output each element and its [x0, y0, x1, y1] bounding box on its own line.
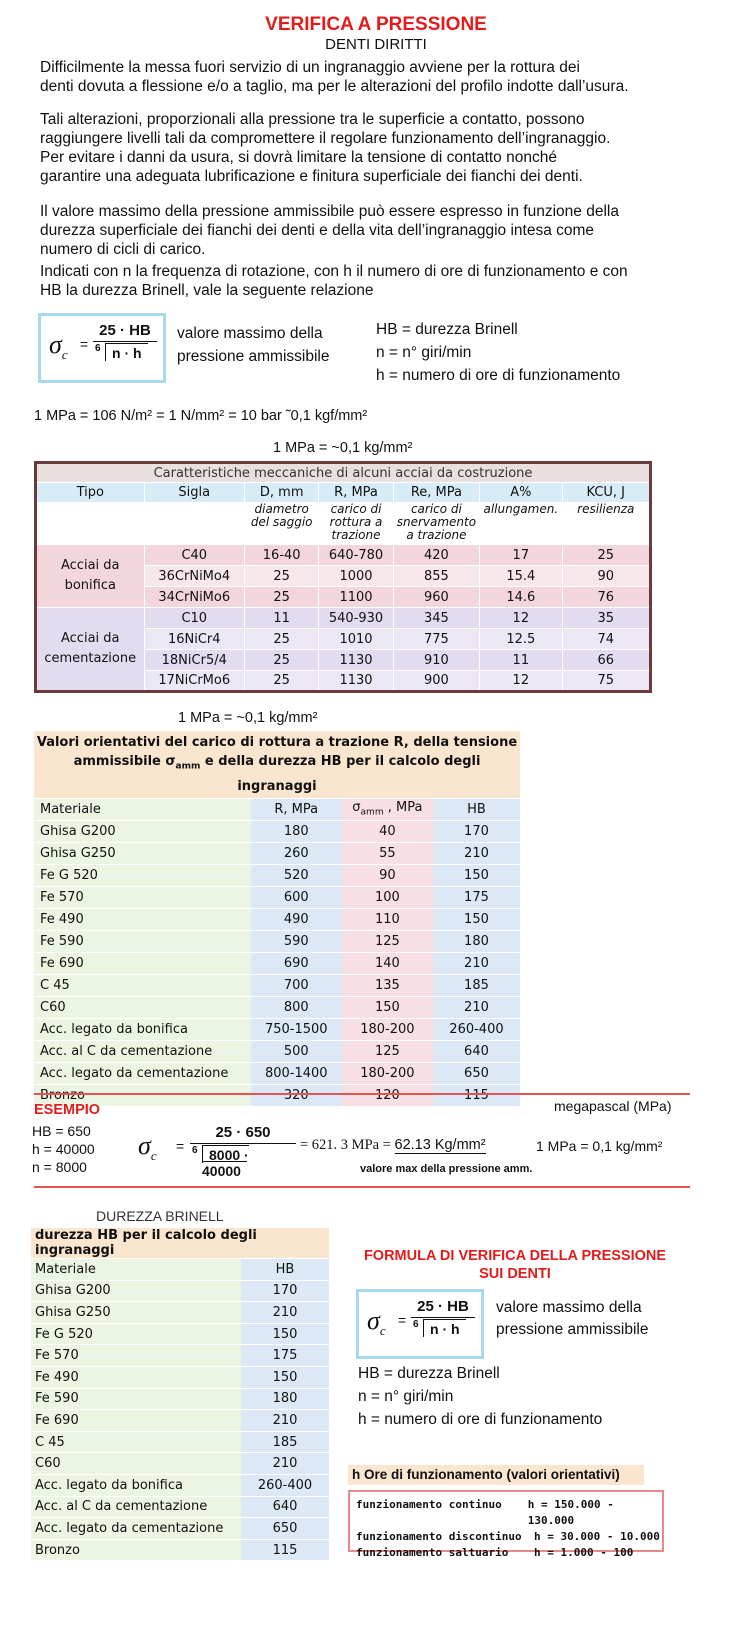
table-cell: 25: [562, 545, 650, 566]
table-cell: Ghisa G250: [31, 1302, 241, 1324]
page-subtitle: DENTI DIRITTI: [325, 36, 427, 53]
table-cell: 185: [433, 974, 520, 996]
verify-radicand: n · h: [423, 1319, 466, 1337]
table-cell: Fe 570: [31, 1345, 241, 1367]
formula-box: [38, 313, 166, 383]
example-n: n = 8000: [32, 1159, 87, 1175]
table-row: [31, 1302, 329, 1324]
group-label-cementazione: Acciai da cementazione: [36, 608, 145, 692]
table-cell: 16NiCr4: [144, 629, 244, 650]
table-cell: Ghisa G200: [31, 1280, 241, 1302]
table-cell: 420: [393, 545, 479, 566]
table-row: [31, 1539, 329, 1561]
table-row: [34, 1018, 520, 1040]
table-row: [34, 820, 520, 842]
table-row: [31, 1388, 329, 1410]
verify-description: valore massimo della pressione ammissibile: [496, 1299, 649, 1338]
verify-title: FORMULA DI VERIFICA DELLA PRESSIONE SUI DENTI: [363, 1248, 667, 1282]
table1-header: D, mm: [245, 483, 319, 503]
table-cell: 15.4: [480, 566, 562, 587]
example-result: = 621. 3 MPa = 62.13 Kg/mm²: [300, 1137, 486, 1153]
table2-header: R, MPa: [251, 798, 342, 820]
table-cell: 25: [245, 587, 319, 608]
verify-equals: =: [398, 1312, 407, 1328]
table-cell: 180-200: [342, 1018, 433, 1040]
table-cell: 210: [433, 996, 520, 1018]
hours-box: [348, 1490, 664, 1559]
brinell-header: Materiale: [31, 1259, 241, 1281]
formula-legend: [376, 318, 620, 387]
table1-subheader: carico di snervamento a trazione: [393, 503, 479, 545]
table-row: [36, 608, 651, 629]
table-row: [31, 1366, 329, 1388]
example-conversion: 1 MPa = 0,1 kg/mm²: [536, 1138, 663, 1154]
table-cell: 960: [393, 587, 479, 608]
table-cell: Ghisa G250: [34, 842, 251, 864]
hours-mode: funzionamento discontinuo: [356, 1530, 522, 1543]
table-cell: Acc. legato da bonifica: [34, 1018, 251, 1040]
list-item: [356, 1497, 662, 1529]
table-cell: 125: [342, 1040, 433, 1062]
table-cell: 180: [251, 820, 342, 842]
table-cell: 1130: [319, 671, 393, 692]
table-cell: Bronzo: [34, 1084, 251, 1106]
divider-bottom: [34, 1186, 690, 1188]
table-cell: 34CrNiMo6: [144, 587, 244, 608]
conversion-short-1: 1 MPa = ~0,1 kg/mm²: [273, 440, 413, 456]
hours-title: h Ore di funzionamento (valori orientativi): [348, 1465, 644, 1485]
table-cell: 180-200: [342, 1062, 433, 1084]
table-cell: 25: [245, 629, 319, 650]
table-cell: 690: [251, 952, 342, 974]
table-cell: 76: [562, 587, 650, 608]
table-row: [31, 1453, 329, 1475]
table-cell: 12: [480, 608, 562, 629]
table-cell: Fe 490: [31, 1366, 241, 1388]
table2-caption: Valori orientativi del carico di rottura a trazione R, della tensione ammissibile $\sigma_{amm}$ e della durezza HB per il calcolo degli ingranaggi: [34, 731, 520, 798]
brinell-header-row: [31, 1259, 329, 1281]
table-cell: 66: [562, 650, 650, 671]
table2-header: Materiale: [34, 798, 251, 820]
table-cell: 800: [251, 996, 342, 1018]
intro-paragraph-3: Il valore massimo della pressione ammissibile può essere espresso in funzione della durezza superficiale dei fianchi dei denti e della vita dell’ingranaggio intesa come numero di cicli di carico.: [40, 203, 619, 258]
table-cell: 11: [245, 608, 319, 629]
table-cell: 25: [245, 650, 319, 671]
brinell-heading: DUREZZA BRINELL: [96, 1208, 224, 1224]
example-caption: valore max della pressione amm.: [360, 1163, 533, 1175]
table1-caption: Caratteristiche meccaniche di alcuni acciai da costruzione: [36, 463, 651, 483]
table-cell: Acc. al C da cementazione: [34, 1040, 251, 1062]
table-row: [31, 1496, 329, 1518]
formula-radicand: n · h: [105, 343, 148, 361]
verify-legend-n: n = n° giri/min: [358, 1388, 454, 1405]
table-cell: 16-40: [245, 545, 319, 566]
table-cell: 125: [342, 930, 433, 952]
table-cell: Acc. legato da cementazione: [34, 1062, 251, 1084]
table-cell: 90: [342, 864, 433, 886]
conversion-line: 1 MPa = 106 N/m² = 1 N/mm² = 10 bar ˜0,1 kgf/mm²: [34, 408, 368, 424]
table-cell: 120: [342, 1084, 433, 1106]
brinell-header: HB: [241, 1259, 329, 1281]
example-equals: =: [176, 1138, 185, 1154]
formula-description: valore massimo della pressione ammissibile: [177, 325, 330, 365]
table-cell: 750-1500: [251, 1018, 342, 1040]
table-cell: 855: [393, 566, 479, 587]
table-cell: 260-400: [433, 1018, 520, 1040]
table-cell: Acc. legato da cementazione: [31, 1518, 241, 1540]
table-row: [34, 908, 520, 930]
table-cell: 90: [562, 566, 650, 587]
verify-fraction: [411, 1298, 475, 1337]
table-cell: 500: [251, 1040, 342, 1062]
table1-header: A%: [480, 483, 562, 503]
verify-sigma: $\sigma_c$: [367, 1306, 386, 1338]
table-cell: C10: [144, 608, 244, 629]
table-cell: 640-780: [319, 545, 393, 566]
list-item: [356, 1529, 662, 1545]
table-cell: Fe 590: [31, 1388, 241, 1410]
table-cell: 185: [241, 1431, 329, 1453]
table-cell: Fe G 520: [31, 1323, 241, 1345]
table-cell: 700: [251, 974, 342, 996]
example-radicand: 8000 · 40000: [202, 1147, 249, 1179]
table-cell: 775: [393, 629, 479, 650]
table-cell: 1100: [319, 587, 393, 608]
legend-h: h = numero di ore di funzionamento: [376, 367, 621, 384]
legend-hb: HB = durezza Brinell: [376, 321, 518, 338]
table1-subheader: carico di rottura a trazione: [319, 503, 393, 545]
table-row: [31, 1431, 329, 1453]
table-cell: 600: [251, 886, 342, 908]
example-result-kg: 62.13 Kg/mm²: [394, 1137, 486, 1153]
steel-properties-table: [34, 461, 652, 693]
table-cell: 170: [241, 1280, 329, 1302]
table-cell: 210: [241, 1410, 329, 1432]
table-cell: 25: [245, 671, 319, 692]
table-cell: 18NiCr5/4: [144, 650, 244, 671]
table1-header: Re, MPa: [393, 483, 479, 503]
formula-numerator: 25 · HB: [99, 322, 151, 339]
table-cell: 180: [241, 1388, 329, 1410]
table-row: [31, 1410, 329, 1432]
table-cell: 900: [393, 671, 479, 692]
table-row: [34, 996, 520, 1018]
table-cell: 210: [241, 1453, 329, 1475]
table-cell: 175: [241, 1345, 329, 1367]
table-cell: 650: [433, 1062, 520, 1084]
table-row: [34, 1040, 520, 1062]
table-cell: 150: [342, 996, 433, 1018]
table-cell: Fe 590: [34, 930, 251, 952]
table-cell: 520: [251, 864, 342, 886]
table-cell: 320: [251, 1084, 342, 1106]
hours-range: h = 1.000 - 100: [534, 1546, 634, 1559]
table-cell: 150: [433, 864, 520, 886]
table-cell: 650: [241, 1518, 329, 1540]
table-cell: Fe 570: [34, 886, 251, 908]
brinell-caption: durezza HB per il calcolo degli ingranaggi: [31, 1228, 329, 1259]
table-row: [34, 864, 520, 886]
hours-mode: funzionamento continuo: [356, 1498, 502, 1511]
table-row: [36, 545, 651, 566]
table-cell: 150: [241, 1366, 329, 1388]
table-cell: 17: [480, 545, 562, 566]
materials-table: [34, 731, 520, 1107]
table-cell: 100: [342, 886, 433, 908]
table-row: [34, 974, 520, 996]
example-values: [32, 1122, 95, 1176]
legend-n: n = n° giri/min: [376, 344, 472, 361]
table1-header: KCU, J: [562, 483, 650, 503]
table-row: [31, 1323, 329, 1345]
table-row: [34, 842, 520, 864]
table-cell: 35: [562, 608, 650, 629]
table-cell: 25: [245, 566, 319, 587]
table-row: [31, 1518, 329, 1540]
table-cell: 115: [241, 1539, 329, 1561]
table-cell: Fe 690: [34, 952, 251, 974]
formula-equals: =: [80, 336, 89, 352]
table-cell: 260: [251, 842, 342, 864]
page-title: VERIFICA A PRESSIONE: [265, 14, 487, 35]
table-cell: 490: [251, 908, 342, 930]
verify-legend-h: h = numero di ore di funzionamento: [358, 1411, 603, 1428]
example-h: h = 40000: [32, 1141, 95, 1157]
table2-header-row: [34, 798, 520, 820]
example-numerator: 25 · 650: [215, 1124, 271, 1141]
table-row: [34, 930, 520, 952]
table1-subheader: allungamen.: [480, 503, 562, 545]
table-cell: 110: [342, 908, 433, 930]
table-cell: 210: [433, 842, 520, 864]
table-cell: 800-1400: [251, 1062, 342, 1084]
list-item: [356, 1545, 662, 1561]
table-cell: 260-400: [241, 1474, 329, 1496]
table1-subheader: resilienza: [562, 503, 650, 545]
table1-header: R, MPa: [319, 483, 393, 503]
table-row: [31, 1474, 329, 1496]
table-cell: 55: [342, 842, 433, 864]
table-cell: C60: [34, 996, 251, 1018]
table-cell: Fe 490: [34, 908, 251, 930]
table-cell: Acc. al C da cementazione: [31, 1496, 241, 1518]
example-hb: HB = 650: [32, 1123, 91, 1139]
table-cell: Fe 690: [31, 1410, 241, 1432]
table-row: [31, 1280, 329, 1302]
table-cell: Fe G 520: [34, 864, 251, 886]
table-cell: 180: [433, 930, 520, 952]
verify-legend-hb: HB = durezza Brinell: [358, 1365, 500, 1382]
hours-range: h = 30.000 - 10.000: [534, 1530, 660, 1543]
table2-header: HB: [433, 798, 520, 820]
table-cell: 40: [342, 820, 433, 842]
table-cell: 14.6: [480, 587, 562, 608]
verify-formula-box: [356, 1289, 484, 1359]
table1-header: Tipo: [36, 483, 145, 503]
conversion-short-2: 1 MPa = ~0,1 kg/mm²: [178, 710, 318, 726]
table-row: [34, 1062, 520, 1084]
hours-mode: funzionamento saltuario: [356, 1546, 509, 1559]
table-row: [34, 1084, 520, 1106]
table-cell: C60: [31, 1453, 241, 1475]
example-unit-label: megapascal (MPa): [554, 1098, 672, 1114]
table-cell: 36CrNiMo4: [144, 566, 244, 587]
table-cell: 115: [433, 1084, 520, 1106]
table-cell: 12.5: [480, 629, 562, 650]
verify-numerator: 25 · HB: [417, 1298, 469, 1315]
table1-subheader: diametro del saggio: [245, 503, 319, 545]
intro-paragraph-1: Difficilmente la messa fuori servizio di un ingranaggio avviene per la rottura dei denti dovuta a flessione e/o a taglio, ma per le alterazioni del profilo indotte dall’usura.: [40, 59, 629, 95]
divider-top: [34, 1093, 690, 1095]
table-cell: 640: [241, 1496, 329, 1518]
table-row: [31, 1345, 329, 1367]
table-cell: 1000: [319, 566, 393, 587]
table-cell: 210: [433, 952, 520, 974]
table1-header: Sigla: [144, 483, 244, 503]
formula-fraction: [93, 322, 157, 361]
table2-header: $\sigma_{amm}$ , MPa: [342, 798, 433, 820]
formula-root-index: 6: [95, 343, 101, 354]
table-cell: C 45: [31, 1431, 241, 1453]
table-cell: C40: [144, 545, 244, 566]
table-row: [34, 886, 520, 908]
hours-range: h = 150.000 - 130.000: [527, 1498, 614, 1527]
table-cell: Acc. legato da bonifica: [31, 1474, 241, 1496]
verify-root-index: 6: [413, 1319, 419, 1330]
group-label-bonifica: Acciai da bonifica: [36, 545, 145, 608]
table-cell: 11: [480, 650, 562, 671]
table-cell: 74: [562, 629, 650, 650]
brinell-table: [31, 1228, 329, 1561]
table-cell: 640: [433, 1040, 520, 1062]
table-cell: 910: [393, 650, 479, 671]
table-cell: 150: [241, 1323, 329, 1345]
table-cell: 540-930: [319, 608, 393, 629]
table-cell: 12: [480, 671, 562, 692]
table-cell: C 45: [34, 974, 251, 996]
example-root-index: 6: [192, 1145, 198, 1156]
example-label: ESEMPIO: [34, 1102, 101, 1118]
table-cell: 140: [342, 952, 433, 974]
table-cell: 590: [251, 930, 342, 952]
intro-paragraph-2: Tali alterazioni, proporzionali alla pressione tra le superficie a contatto, possono raggiungere livelli tali da compromettere il regolare funzionamento dell’ingranaggio. Per evitare i danni da usura, si dovrà limitare la tensione di contatto nonché garantire una adeguata lubrificazione e finitura superficiale dei fianchi dei denti.: [40, 111, 611, 185]
intro-paragraph-4: Indicati con n la frequenza di rotazione, con h il numero di ore di funzionamento e con HB la durezza Brinell, vale la seguente relazione: [40, 263, 628, 299]
table1-subheader: [144, 503, 244, 545]
formula-sigma: $\sigma_c$: [49, 330, 68, 362]
table-cell: 170: [433, 820, 520, 842]
table-row: [34, 952, 520, 974]
table-cell: 175: [433, 886, 520, 908]
table-cell: 345: [393, 608, 479, 629]
table-cell: 210: [241, 1302, 329, 1324]
table-cell: Bronzo: [31, 1539, 241, 1561]
verify-legend: [358, 1362, 602, 1431]
table-cell: 1130: [319, 650, 393, 671]
table-cell: 1010: [319, 629, 393, 650]
table-cell: 150: [433, 908, 520, 930]
table-cell: 17NiCrMo6: [144, 671, 244, 692]
example-sigma: $\sigma_c$: [138, 1131, 157, 1163]
table-cell: Ghisa G200: [34, 820, 251, 842]
table-cell: 135: [342, 974, 433, 996]
table1-subheader: [36, 503, 145, 545]
table-cell: 75: [562, 671, 650, 692]
example-fraction: [190, 1124, 296, 1179]
